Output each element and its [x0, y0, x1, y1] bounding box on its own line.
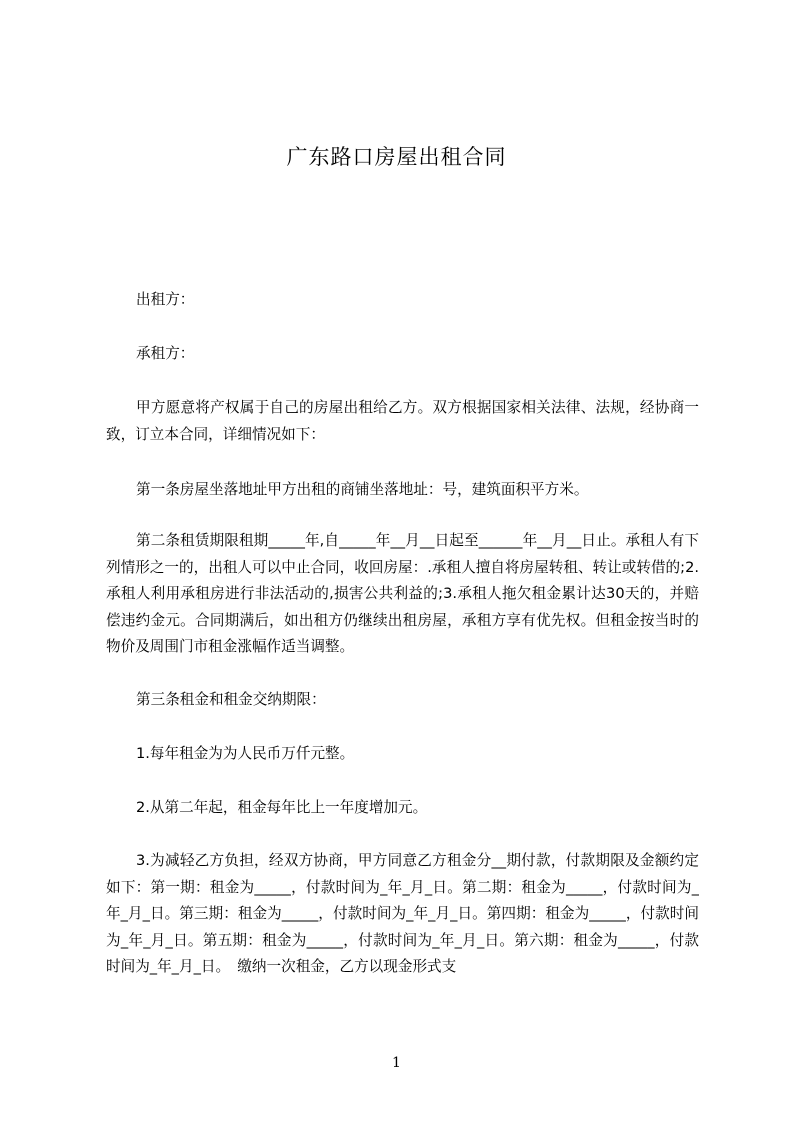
lessor-label: 出租方： [136, 291, 195, 308]
page-number: 1 [392, 1055, 401, 1071]
article-1: 第一条房屋坐落地址甲方出租的商铺坐落地址：号，建筑面积平方米。 [136, 481, 589, 498]
lessee-label: 承租方： [136, 345, 195, 362]
article-3-item-1: 1.每年租金为为人民币万仟元整。 [136, 745, 355, 762]
document-title: 广东路口房屋出租合同 [286, 145, 507, 169]
article-3-item-2: 2.从第二年起，租金每年比上一年度增加元。 [136, 799, 428, 816]
intro-paragraph: 甲方愿意将产权属于自己的房屋出租给乙方。双方根据国家相关法律、法规，经协商一致，订立本合同，详细情况如下： [106, 399, 699, 443]
article-2: 第二条租赁期限租期_____年,自_____年__月__日起至______年__月__日止。承租人有下列情形之一的，出租人可以中止合同，收回房屋：.承租人擅自将房屋转租、转让或转借的;2.承租人利用承租房进行非法活动的,损害公共利益的;3.承租人拖欠租金累计达30天的，并赔偿违约金元。合同期满后，如出租方仍继续出租房屋，承租方享有优先权。但租金按当时的物价及周围门市租金涨幅作适当调整。 [106, 532, 699, 655]
article-3-heading: 第三条租金和租金交纳期限： [136, 691, 326, 708]
article-3-item-3: 3.为减轻乙方负担，经双方协商，甲方同意乙方租金分__期付款，付款期限及金额约定如下：第一期：租金为_____，付款时间为_年_月_日。第二期：租金为_____，付款时间为_年_月_日。第三期：租金为_____，付款时间为_年_月_日。第四期：租金为_____，付款时间为_年_月_日。第五期：租金为_____，付款时间为_年_月_日。第六期：租金为_____，付款时间为_年_月_日。 缴纳一次租金，乙方以现金形式支 [106, 852, 699, 975]
